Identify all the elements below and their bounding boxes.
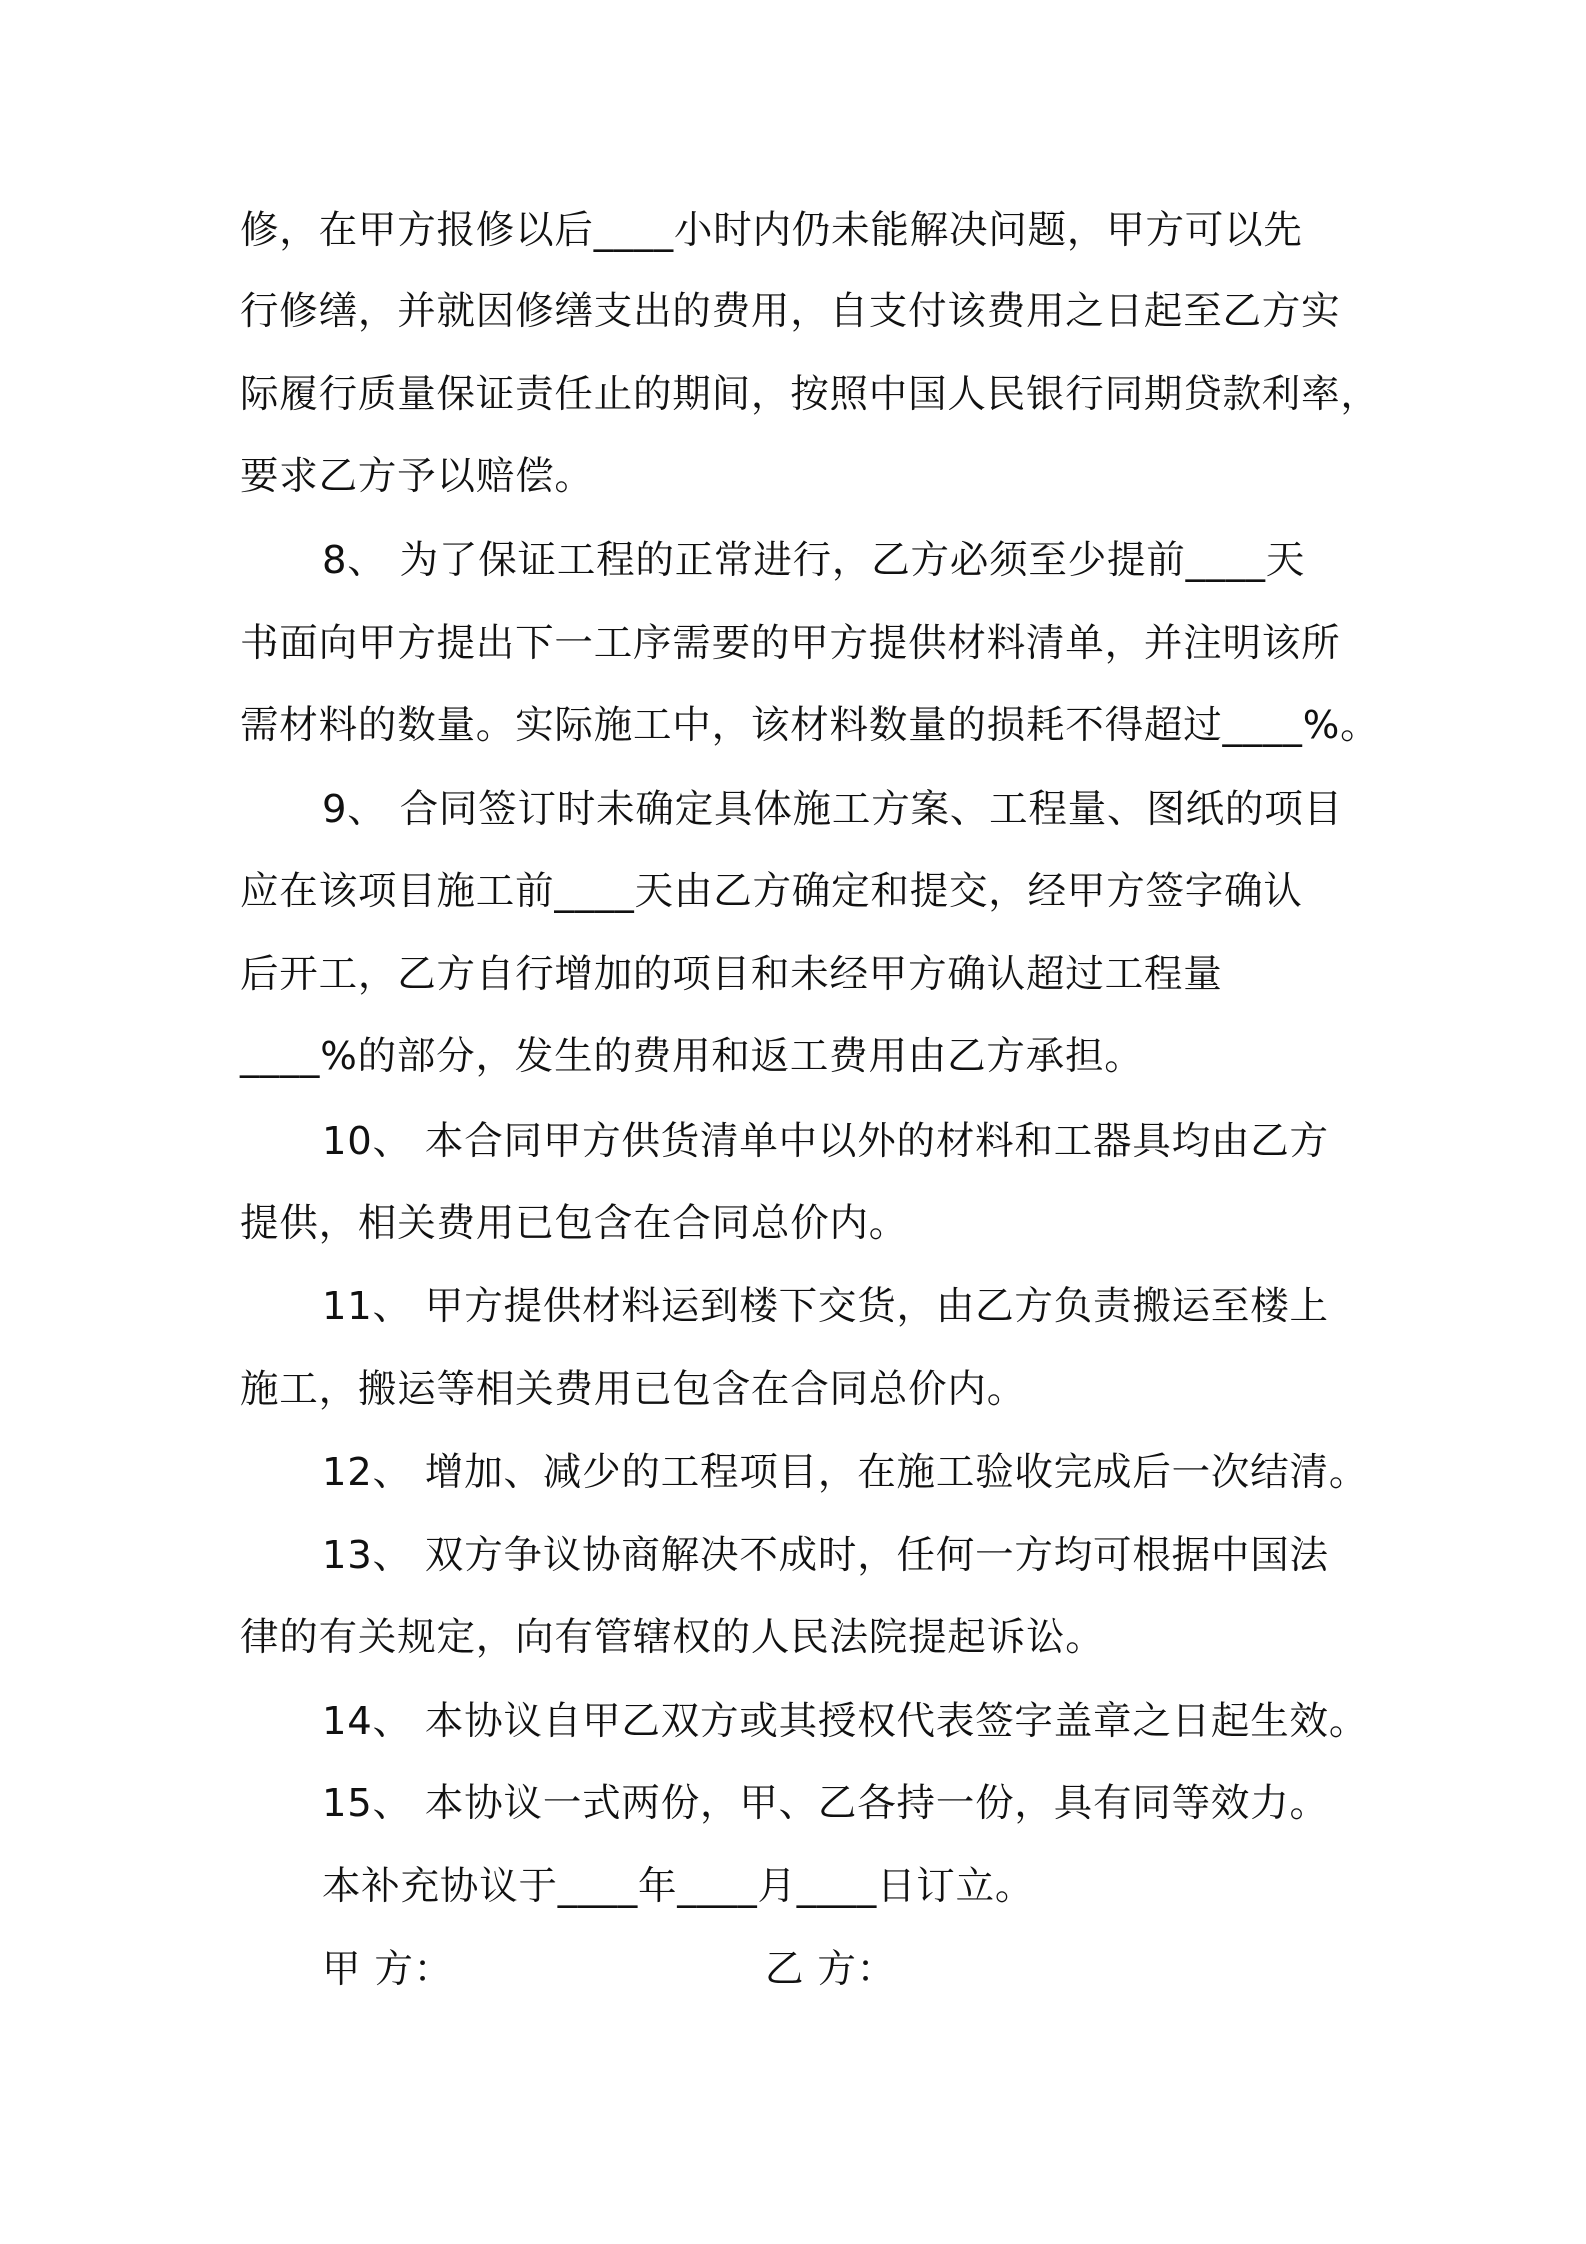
- clause-9: 9、 合同签订时未确定具体施工方案、工程量、图纸的项目: [322, 787, 1343, 832]
- clause-8: 8、 为了保证工程的正常进行，乙方必须至少提前____天: [322, 538, 1306, 583]
- paragraph-line: 提供，相关费用已包含在合同总价内。: [240, 1201, 909, 1246]
- clause-15: 15、 本协议一式两份，甲、乙各持一份，具有同等效力。: [322, 1781, 1329, 1826]
- paragraph-line: 行修缮，并就因修缮支出的费用，自支付该费用之日起至乙方实: [240, 289, 1341, 334]
- signing-date-line: 本补充协议于____年____月____日订立。: [322, 1864, 1035, 1909]
- clause-12: 12、 增加、减少的工程项目，在施工验收完成后一次结清。: [322, 1450, 1369, 1495]
- party-a-label: 甲 方：: [322, 1947, 453, 1992]
- paragraph-line: 修，在甲方报修以后____小时内仍未能解决问题，甲方可以先: [240, 208, 1303, 253]
- paragraph-line: 要求乙方予以赔偿。: [240, 454, 594, 499]
- clause-10: 10、 本合同甲方供货清单中以外的材料和工器具均由乙方: [322, 1119, 1329, 1164]
- paragraph-line: 律的有关规定，向有管辖权的人民法院提起诉讼。: [240, 1615, 1105, 1660]
- paragraph-line: 际履行质量保证责任止的期间，按照中国人民银行同期贷款利率，: [240, 372, 1380, 417]
- clause-14: 14、 本协议自甲乙双方或其授权代表签字盖章之日起生效。: [322, 1699, 1369, 1744]
- clause-13: 13、 双方争议协商解决不成时，任何一方均可根据中国法: [322, 1533, 1329, 1578]
- paragraph-line: 应在该项目施工前____天由乙方确定和提交，经甲方签字确认: [240, 869, 1303, 914]
- paragraph-line: 后开工，乙方自行增加的项目和未经甲方确认超过工程量: [240, 952, 1223, 997]
- party-b-label: 乙 方：: [765, 1947, 896, 1992]
- paragraph-line: 施工，搬运等相关费用已包含在合同总价内。: [240, 1367, 1027, 1412]
- paragraph-line: 书面向甲方提出下一工序需要的甲方提供材料清单，并注明该所: [240, 621, 1341, 666]
- clause-11: 11、 甲方提供材料运到楼下交货，由乙方负责搬运至楼上: [322, 1284, 1329, 1329]
- paragraph-line: ____%的部分，发生的费用和返工费用由乙方承担。: [240, 1034, 1144, 1079]
- paragraph-line: 需材料的数量。实际施工中，该材料数量的损耗不得超过____%。: [240, 703, 1380, 748]
